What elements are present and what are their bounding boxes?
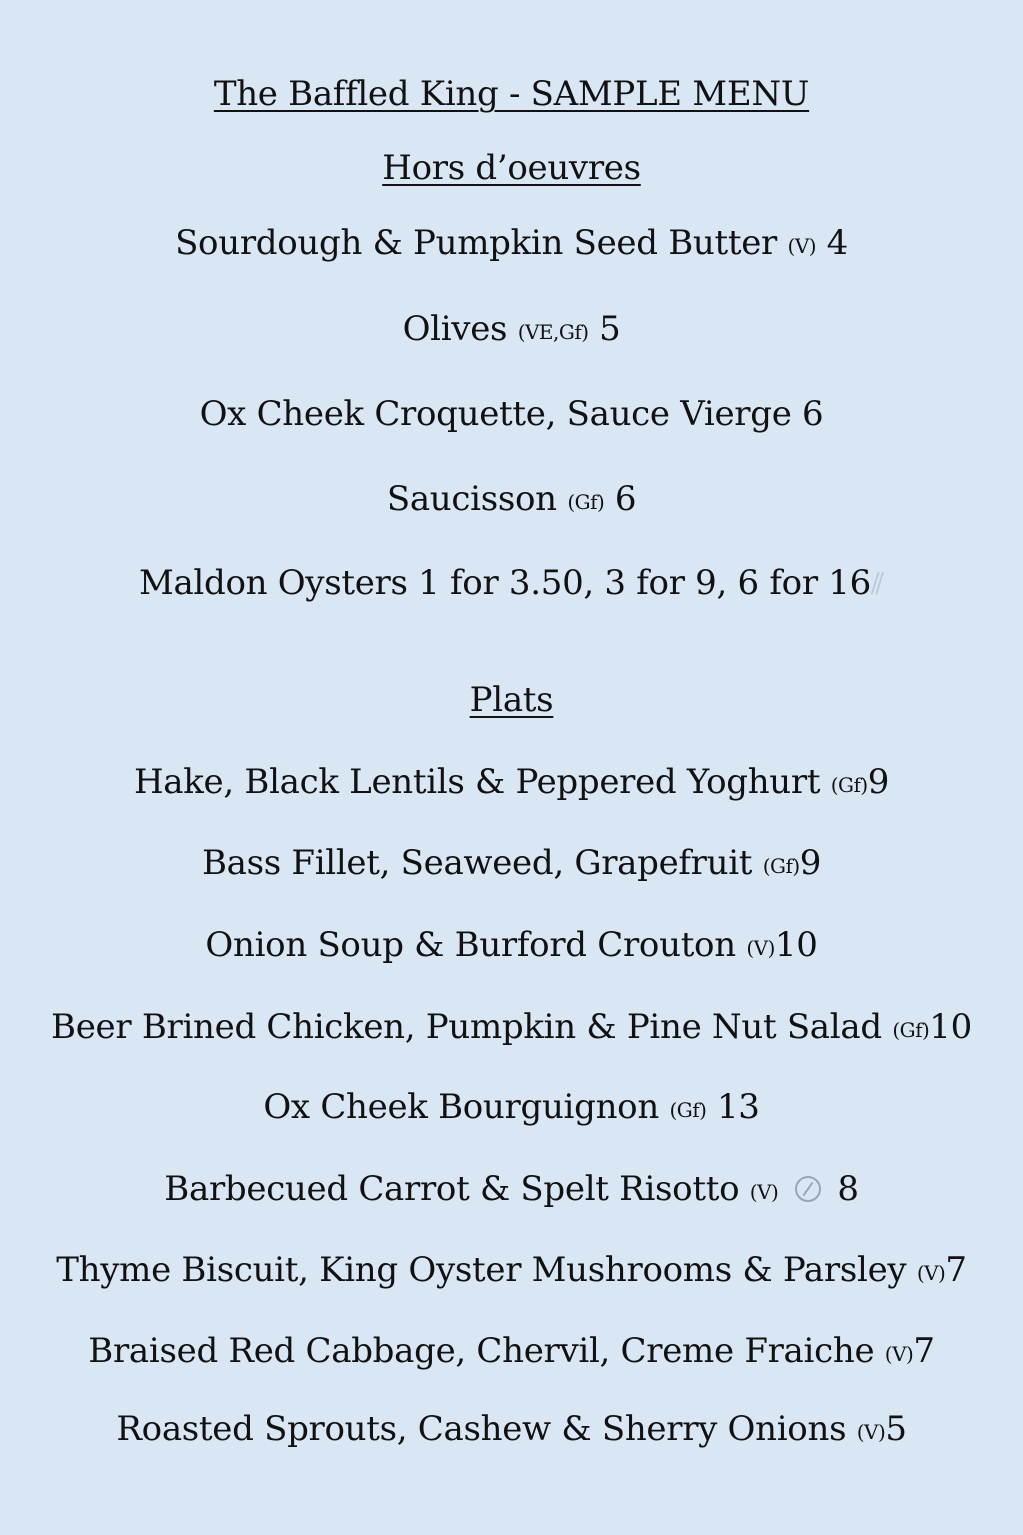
item-name: Olives (402, 309, 508, 349)
section-heading-hors-doeuvres: Hors d’oeuvres (382, 148, 641, 188)
item-price: 10 (774, 925, 818, 965)
menu-item (0, 1409, 1023, 1452)
item-name: Barbecued Carrot & Spelt Risotto (164, 1169, 740, 1209)
item-price: 7 (913, 1331, 935, 1371)
menu-item (0, 925, 1023, 968)
item-name: Sourdough & Pumpkin Seed Butter (175, 223, 777, 263)
item-price: 5 (599, 309, 621, 349)
item-name: Thyme Biscuit, King Oyster Mushrooms & Parsley (56, 1250, 907, 1290)
section-heading-plats: Plats (469, 680, 554, 720)
dietary-tag: (V) (856, 1420, 886, 1444)
item-name: Hake, Black Lentils & Peppered Yoghurt (133, 762, 821, 802)
item-name: Ox Cheek Bourguignon (263, 1087, 659, 1127)
menu-item (0, 394, 1023, 434)
menu-title: The Baffled King - SAMPLE MENU (213, 74, 810, 114)
item-price: 10 (929, 1007, 972, 1047)
item-name: Roasted Sprouts, Cashew & Sherry Onions (116, 1409, 847, 1449)
menu-item (0, 1169, 1023, 1212)
dietary-tag: (Gf) (892, 1018, 930, 1042)
menu-item (0, 1007, 1023, 1050)
faint-slash-icon: ⫽ (870, 567, 885, 602)
item-name: Saucisson (386, 479, 557, 519)
item-name: Onion Soup & Burford Crouton (205, 925, 736, 965)
item-price: 6 (614, 479, 637, 519)
menu-item (0, 309, 1023, 352)
item-price: 13 (716, 1087, 760, 1127)
dietary-tag: (V) (749, 1180, 779, 1204)
menu-item (0, 1250, 1023, 1293)
item-name: Bass Fillet, Seaweed, Grapefruit (201, 843, 753, 883)
menu-item (0, 563, 1023, 605)
item-price: 8 (837, 1169, 859, 1209)
item-name: Braised Red Cabbage, Chervil, Creme Fraiche (88, 1331, 875, 1371)
dietary-tag: (V) (884, 1342, 914, 1366)
item-name: Ox Cheek Croquette, Sauce Vierge 6 (199, 394, 824, 434)
dietary-tag: (VE,Gf) (517, 320, 589, 344)
dietary-tag: (V) (916, 1261, 946, 1285)
item-price: 7 (945, 1250, 967, 1290)
dietary-tag: (Gf) (830, 773, 868, 797)
dietary-tag: (Gf) (669, 1098, 707, 1122)
menu-item (0, 1087, 1023, 1130)
item-price: 5 (885, 1409, 907, 1449)
menu-item (0, 843, 1023, 886)
menu-item (0, 223, 1023, 266)
item-price: 4 (826, 223, 848, 263)
item-price: 9 (867, 762, 890, 802)
dietary-tag: (V) (746, 936, 775, 960)
item-price: 9 (799, 843, 822, 883)
dietary-tag: (Gf) (567, 490, 605, 514)
dietary-tag: (V) (787, 234, 817, 258)
item-name: Beer Brined Chicken, Pumpkin & Pine Nut Salad (51, 1007, 882, 1047)
menu-item (0, 1331, 1023, 1374)
item-name: Maldon Oysters 1 for 3.50, 3 for 9, 6 for 16 (138, 563, 871, 603)
no-symbol-icon (795, 1176, 821, 1202)
menu-item (0, 762, 1023, 805)
dietary-tag: (Gf) (762, 854, 800, 878)
menu-item (0, 479, 1023, 522)
